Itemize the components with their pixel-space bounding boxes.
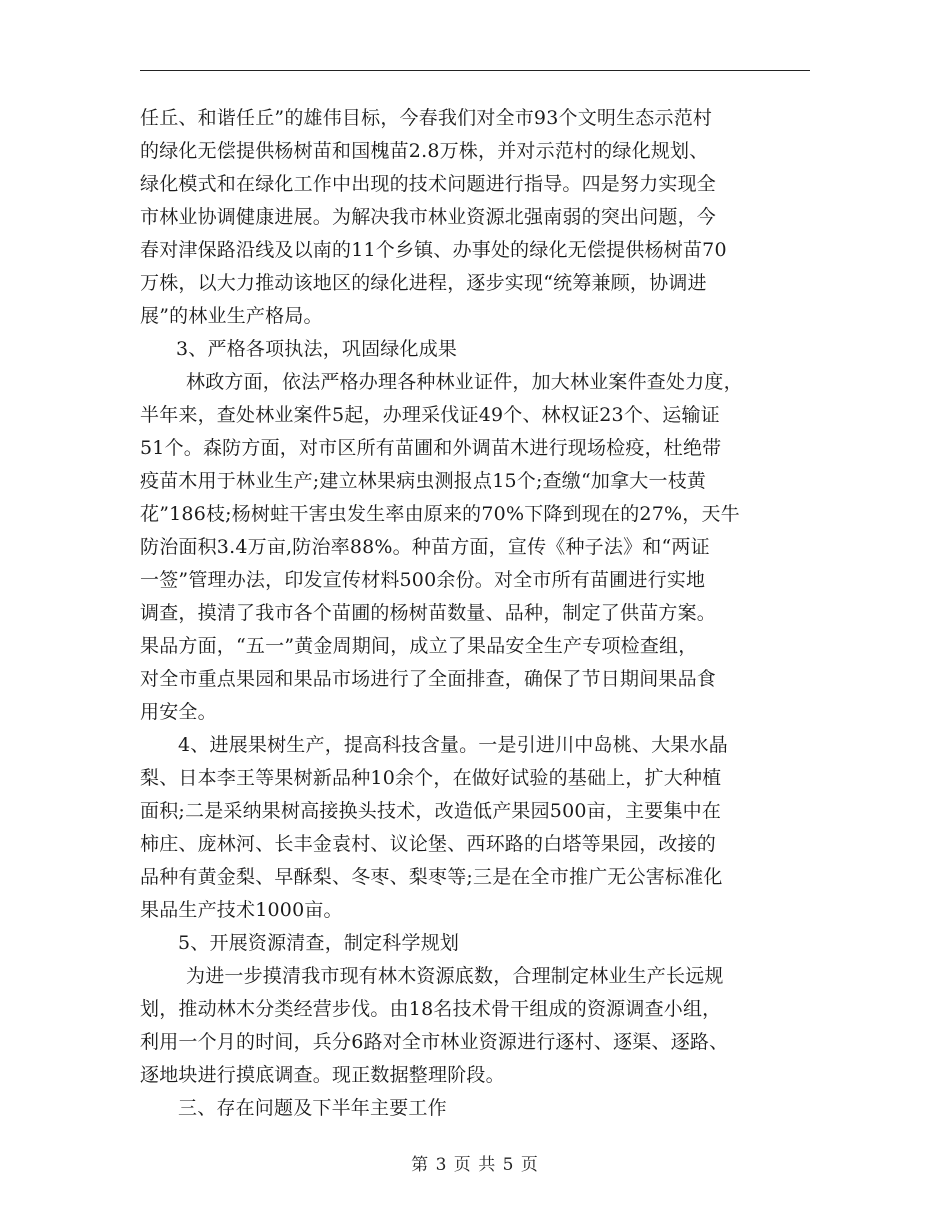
document-body xyxy=(140,102,810,1125)
text-line: 划，推动林木分类经营步伐。由18名技术骨干组成的资源调查小组， xyxy=(140,998,722,1020)
text-line: 为进一步摸清我市现有林木资源底数，合理制定林业生产长远规 xyxy=(186,965,724,987)
page-footer xyxy=(0,1150,950,1175)
text-line: 用安全。 xyxy=(140,701,217,723)
text-line: 梨、日本李王等果树新品种10余个，在做好试验的基础上，扩大种植 xyxy=(140,767,722,789)
text-line: 春对津保路沿线及以南的11个乡镇、办事处的绿化无偿提供杨树苗70 xyxy=(140,239,727,261)
text-line: 品种有黄金梨、早酥梨、冬枣、梨枣等;三是在全市推广无公害标准化 xyxy=(140,866,723,888)
text-line: 51个。森防方面，对市区所有苗圃和外调苗木进行现场检疫，杜绝带 xyxy=(140,437,722,459)
text-line: 花”186枝;杨树蛀干害虫发生率由原来的70%下降到现在的27%，天牛 xyxy=(140,503,740,525)
text-line: 防治面积3.4万亩,防治率88%。种苗方面，宣传《种子法》和“两证 xyxy=(140,536,710,558)
text-line: 疫苗木用于林业生产;建立林果病虫测报点15个;查缴“加拿大一枝黄 xyxy=(140,470,707,492)
text-line: 市林业协调健康进展。为解决我市林业资源北强南弱的突出问题，今 xyxy=(140,206,717,228)
text-line: 4、进展果树生产，提高科技含量。一是引进川中岛桃、大果水晶 xyxy=(178,734,728,756)
text-line: 任丘、和谐任丘”的雄伟目标，今春我们对全市93个文明生态示范村 xyxy=(140,107,713,129)
text-line: 面积;二是采纳果树高接换头技术，改造低产果园500亩，主要集中在 xyxy=(140,800,722,822)
text-line: 利用一个月的时间，兵分6路对全市林业资源进行逐村、逐渠、逐路、 xyxy=(140,1031,729,1053)
text-line: 的绿化无偿提供杨树苗和国槐苗2.8万株，并对示范村的绿化规划、 xyxy=(140,140,709,162)
text-line: 果品方面，“五一”黄金周期间，成立了果品安全生产专项检查组， xyxy=(140,635,698,657)
text-line: 逐地块进行摸底调查。现正数据整理阶段。 xyxy=(140,1064,505,1086)
text-line: 半年来，查处林业案件5起，办理采伐证49个、林权证23个、运输证 xyxy=(140,404,720,426)
text-line: 对全市重点果园和果品市场进行了全面排查，确保了节日期间果品食 xyxy=(140,668,717,690)
text-line: 三、存在问题及下半年主要工作 xyxy=(178,1097,447,1119)
text-line: 万株，以大力推动该地区的绿化进程，逐步实现“统筹兼顾，协调进 xyxy=(140,272,707,294)
text-line: 3、严格各项执法，巩固绿化成果 xyxy=(176,338,458,360)
text-line: 绿化模式和在绿化工作中出现的技术问题进行指导。四是努力实现全 xyxy=(140,173,717,195)
page-number-label: 第 3 页 共 5 页 xyxy=(411,1155,539,1175)
text-line: 5、开展资源清查，制定科学规划 xyxy=(178,932,460,954)
text-line: 果品生产技术1000亩。 xyxy=(140,899,343,921)
text-line: 展”的林业生产格局。 xyxy=(140,305,323,327)
text-line: 调查，摸清了我市各个苗圃的杨树苗数量、品种，制定了供苗方案。 xyxy=(140,602,717,624)
text-line: 一签”管理办法，印发宣传材料500余份。对全市所有苗圃进行实地 xyxy=(140,569,706,591)
text-line: 柿庄、庞林河、长丰金袁村、议论堡、西环路的白塔等果园，改接的 xyxy=(140,833,717,855)
header-rule xyxy=(140,70,810,71)
text-line: 林政方面，依法严格办理各种林业证件，加大林业案件查处力度， xyxy=(186,371,743,393)
